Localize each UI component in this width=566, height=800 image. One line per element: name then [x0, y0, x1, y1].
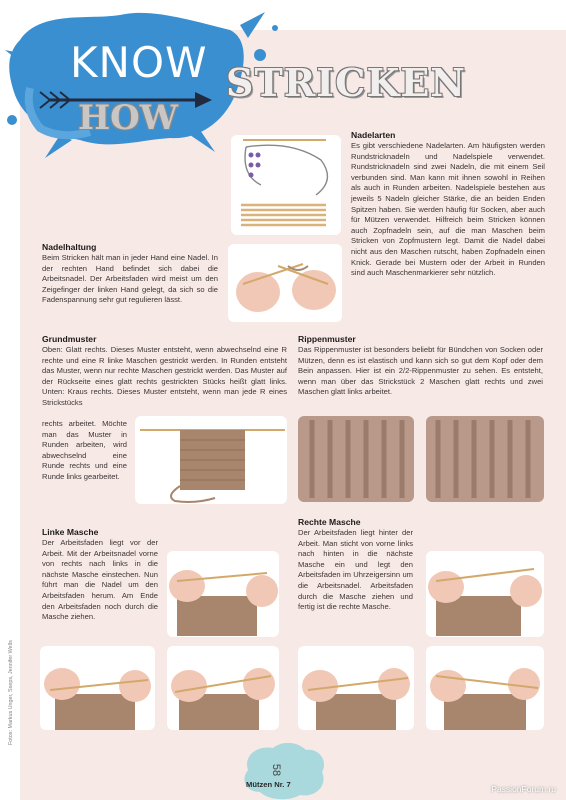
rechte-masche-heading: Rechte Masche [298, 517, 361, 527]
grundmuster-text: Oben: Glatt rechts. Dieses Muster entsteht, wenn abwechselnd eine R rechte und eine R linke Maschen gestrickt werden. In Runden entsteht das Muster, wenn nur rechte Maschen gestrickt werden. Das Muster auf der Rückseite eines glatt rechts gestrickten Stücks heißt glatt links. Unten: Kraus rechts. Dieses Muster entsteht, wenn man jede R eines Strickstücks [42, 345, 287, 407]
footer-blob-graphic [238, 740, 328, 800]
how-label: HOW [78, 98, 178, 138]
nadelarten-heading: Nadelarten [351, 130, 396, 140]
rippenmuster-heading: Rippenmuster [298, 334, 356, 344]
needles-photo [231, 135, 341, 235]
grundmuster-text-side: rechts arbeitet. Möchte man das Muster in Runden arbeiten, wird abwechselnd eine Runde rechts und eine Runde links gearbeitet. [42, 419, 127, 481]
linke-masche-heading: Linke Masche [42, 527, 99, 537]
linke-masche-photo-2 [40, 646, 155, 730]
rechte-masche-text: Der Arbeitsfaden liegt hinter der Arbeit. Man sticht von vorne links nach hinten in die nächste Masche ein und legt den Arbeitsfaden im Uhrzeigersinn um die Arbeitsnadel. Arbeitsfaden durch die Masche ziehen und fertig ist die rechte Masche. [298, 528, 413, 612]
know-label: KNOW [70, 38, 208, 87]
page-number: 58 [270, 763, 283, 777]
linke-masche-photo-1 [167, 551, 279, 637]
rechte-masche-photo-3 [426, 646, 544, 730]
nadelhaltung-text: Beim Stricken hält man in jeder Hand eine Nadel. In der rechten Hand befindet sich dabei die Arbeitsnadel. Der Arbeitsfaden wird meist um den Zeigefinger der linken Hand gelegt, da sich so die Fadenspannung sehr gut regulieren lässt. [42, 253, 218, 305]
page-title: STRICKEN [226, 60, 467, 105]
knit-swatch-photo [135, 416, 287, 504]
rechte-masche-photo-2 [298, 646, 414, 730]
linke-masche-text: Der Arbeitsfaden liegt vor der Arbeit. Mit der Arbeitsnadel vorne von rechts nach links in die nächste Masche einstechen. Nun führt man die Nadel um den Arbeitsfaden herum. Am Ende den Arbeitsfaden noch durch die Masche ziehen. [42, 538, 158, 622]
magazine-name: Mützen Nr. 7 [246, 780, 291, 789]
grundmuster-heading: Grundmuster [42, 334, 97, 344]
rippenmuster-text: Das Rippenmuster ist besonders beliebt für Bündchen von Socken oder Mützen, denn es ist elastisch und kann sich so gut dem Kopf oder dem Bein anpassen. Hier ist ein 2/2-Rippenmuster zu sehen. Es entsteht, wenn man über das Strickstück 2 Maschen glatt rechts und zwei Maschen glatt links arbeitet. [298, 345, 543, 397]
nadelarten-text: Es gibt verschiedene Nadelarten. Am häufigsten werden Rundstricknadeln und Nadelspiele verwendet. Rundstricknadeln sind zwei Nadeln, die mit einem Seil verbunden sind. Man kann mit ihnen sowohl in Reihen als auch in Runden arbeiten. Nadelspiele bestehen aus jeweils 5 Nadeln gleicher Stärke, die an beiden Enden Spitzen haben. Sie werden häufig für Socken, aber auch für Mützen verwendet. Hilfreich beim Stricken können auch Zopfnadeln sein, auf die man Maschen beim Stricken von Zopfmustern legt. Damit die Nadel dabei nicht aus den Maschen rutscht, haben Zopfnadeln einen Knick. Gerade bei Mustern oder der Arbeit in Runden sind auch Maschenmarkierer sehr nützlich. [351, 141, 545, 278]
photo-credit: Fotos: Markus Unger, Sseps, Jennifer Wells [8, 640, 14, 745]
rib-pattern-photo-front [298, 416, 414, 502]
rechte-masche-photo-1 [426, 551, 544, 637]
nadelhaltung-heading: Nadelhaltung [42, 242, 97, 252]
needle-holding-photo [228, 244, 342, 322]
watermark: PassionForum.ru [491, 784, 556, 794]
linke-masche-photo-3 [167, 646, 279, 730]
rib-pattern-photo-back [426, 416, 544, 502]
